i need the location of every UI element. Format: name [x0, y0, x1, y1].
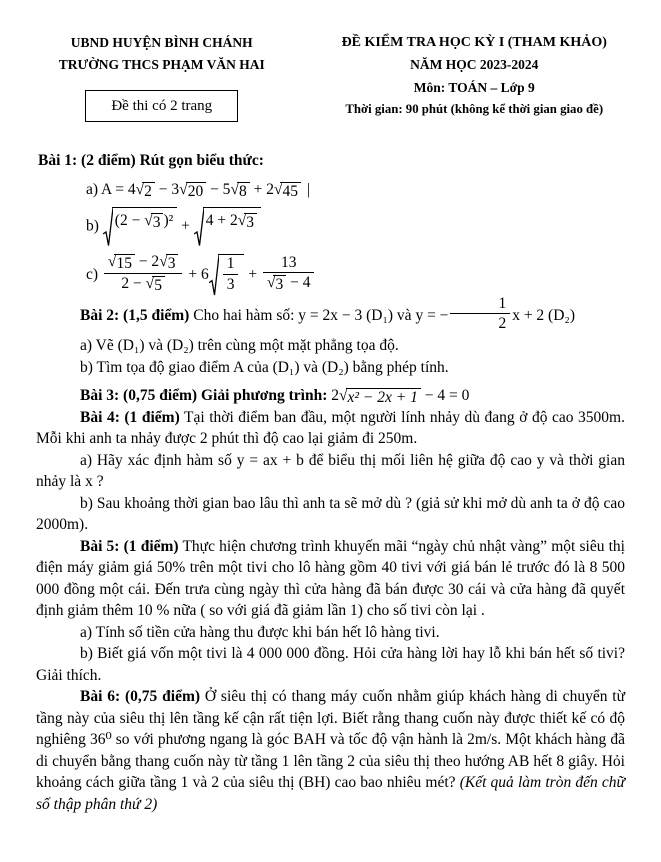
problem2-intro-tail: x + 2 (D₂)	[512, 306, 575, 324]
duration-line: Thời gian: 90 phút (không kể thời gian giao đề)	[345, 102, 604, 116]
radical-sign: √	[179, 180, 188, 198]
fraction-denominator: 2	[498, 315, 507, 333]
math-text: + 6	[184, 265, 209, 283]
radicand: 45	[280, 182, 301, 200]
page-count-label: Đề thi có 2 trang	[111, 98, 213, 114]
radical-sign: √	[237, 212, 247, 229]
math-text: (2 −	[114, 212, 145, 229]
problem4-statement	[36, 407, 625, 450]
problem6-title: Bài 6: (0,75 điểm)	[80, 688, 201, 706]
sqrt-term	[146, 276, 165, 294]
radical-sign: √	[145, 274, 155, 292]
radicand	[112, 207, 177, 247]
problem2-intro: Cho hai hàm số: y = 2x − 3 (D₁) và y = −	[193, 306, 449, 324]
problem5-title: Bài 5: (1 điểm)	[80, 537, 179, 555]
header-left-column	[18, 32, 306, 122]
radicand: 15	[114, 254, 135, 272]
math-text: c)	[86, 265, 102, 283]
issuer-line2: TRƯỜNG THCS PHẠM VĂN HAI	[58, 57, 265, 72]
problem2-title: Bài 2: (1,5 điểm)	[80, 306, 190, 324]
problem5-statement	[36, 536, 625, 622]
math-text: +	[177, 217, 194, 235]
sqrt-term	[230, 182, 249, 200]
radicand: 5	[152, 276, 165, 294]
math-text: − 4	[286, 274, 311, 292]
issuer-line1: UBND HUYỆN BÌNH CHÁNH	[70, 35, 253, 50]
math-text: − 5	[206, 180, 231, 198]
sqrt-term	[159, 254, 178, 272]
problem1-item-a	[36, 179, 625, 201]
radicand: 3	[273, 275, 286, 293]
math-text: b)	[86, 217, 103, 235]
radicand	[218, 254, 245, 297]
exam-header	[0, 0, 661, 122]
fraction-denominator	[263, 273, 315, 293]
subject-grade: Môn: TOÁN – Lớp 9	[413, 80, 535, 95]
radical-sign: √	[339, 387, 348, 405]
problem1-title: Bài 1: (2 điểm) Rút gọn biểu thức:	[38, 152, 264, 169]
problem4-item-b: b) Sau khoảng thời gian bao lâu thì anh ta sẽ mở dù ? (giả sử khi mở dù anh ta ở độ cao 2000m).	[36, 494, 625, 534]
sqrt-term	[274, 182, 301, 200]
problem5-text: Thực hiện chương trình khuyến mãi “ngày chủ nhật vàng” một siêu thị điện máy giảm giá 50% trên một tivi cho lô hàng gồm 40 tivi với giá bán lẻ trước đó là 8 500 000 đồng một cái. Đến trưa cùng ngày thì cửa hàng đã bán được 30 cái và cửa hàng đã quyết định giảm thêm 10 % nữa ( so với giá đã giảm lần 1) cho số tivi còn lại .	[36, 537, 625, 620]
radicand: 2	[142, 182, 155, 200]
radicand: 3	[244, 213, 257, 231]
problem4-text: Tại thời điểm ban đầu, một người lính nhảy dù đang ở độ cao 3500m. Mỗi khi anh ta nhảy được 2 phút thì độ cao lại giảm đi 250m.	[36, 408, 625, 448]
problem4-item-a: a) Hãy xác định hàm số y = ax + b để biểu thị mối liên hệ giữa độ cao y và thời gian nhảy là x ?	[36, 451, 625, 491]
problem6-text: Ở siêu thị có thang máy cuốn nhằm giúp khách hàng di chuyển từ tầng này của siêu thị lên tầng kế cận rất tiện lợi. Biết rằng thang cuốn này được thiết kế có độ nghiêng 36⁰ so với phương ngang là góc BAH và tốc độ vận hành là 2m/s. Một khách hàng đã di chuyển bằng thang cuốn này từ tầng 1 lên tầng 2 của siêu thị theo hướng AB hết 8 giây. Hỏi khoảng cách giữa tầng 1 và 2 của siêu thị (BH) cao bao nhiêu mét?	[36, 688, 626, 792]
sqrt-term-large	[103, 207, 177, 247]
sqrt-term	[108, 254, 135, 272]
problem5-item-a: a) Tính số tiền cửa hàng thu được khi bán hết lô hàng tivi.	[80, 623, 440, 641]
math-text: 2	[327, 387, 340, 405]
radicand: 3	[166, 254, 179, 272]
math-text: 4 + 2	[205, 212, 238, 229]
fraction	[223, 255, 239, 294]
radicand: 20	[186, 182, 207, 200]
radicand: x² − 2x + 1	[346, 388, 421, 406]
fraction	[263, 254, 315, 293]
radicand: 8	[237, 182, 250, 200]
math-text: − 3	[154, 180, 180, 198]
fraction-denominator: 3	[226, 275, 235, 293]
radical-sign: √	[273, 180, 283, 198]
problem4-title: Bài 4: (1 điểm)	[80, 408, 180, 426]
sqrt-term-large	[209, 254, 245, 297]
radical-sign: √	[230, 180, 239, 198]
exam-body	[0, 122, 661, 815]
math-text: − 2	[134, 253, 160, 271]
fraction-numerator: 1	[450, 295, 510, 315]
problem6-note-italic: (Kết quả làm tròn đến chữ số thập phân thứ 2)	[36, 774, 625, 813]
problem2-item-b: b) Tìm tọa độ giao điểm A của (D₁) và (D₂) bằng phép tính.	[80, 358, 449, 376]
radical-sign: √	[107, 253, 117, 271]
school-year: NĂM HỌC 2023-2024	[410, 57, 539, 72]
problem1-item-c	[36, 254, 625, 297]
math-text: +	[244, 265, 261, 283]
exam-title: ĐỀ KIỂM TRA HỌC KỲ I (THAM KHẢO)	[341, 35, 607, 50]
radicand: 3	[151, 213, 164, 231]
problem3-title: Bài 3: (0,75 điểm) Giải phương trình:	[80, 387, 328, 405]
fraction	[450, 295, 510, 334]
sqrt-term-large	[194, 207, 261, 247]
radical-sign: √	[135, 180, 145, 198]
radicand	[203, 207, 261, 247]
math-text: )²	[163, 212, 174, 229]
fraction-numerator: 1	[223, 255, 239, 275]
text-cursor: |	[306, 180, 311, 198]
problem1-item-b	[36, 207, 625, 247]
fraction	[104, 253, 183, 293]
page-count-box	[85, 90, 238, 122]
problem6-statement	[36, 686, 625, 815]
radical-sign: √	[159, 253, 168, 271]
problem5-item-b: b) Biết giá vốn một tivi là 4 000 000 đồng. Hỏi cửa hàng lời hay lỗ khi bán hết số tivi? Giải thích.	[36, 645, 625, 684]
sqrt-term	[179, 182, 206, 200]
sqrt-term	[144, 213, 163, 231]
fraction-numerator: 13	[263, 254, 315, 274]
sqrt-term	[267, 275, 286, 293]
radical-sign: √	[144, 212, 153, 229]
header-right-column	[306, 32, 644, 122]
sqrt-term	[238, 213, 257, 231]
fraction-denominator	[104, 274, 183, 294]
math-text: 2 −	[121, 274, 146, 292]
problem2-item-a: a) Vẽ (D₁) và (D₂) trên cùng một mặt phẳng tọa độ.	[80, 337, 399, 355]
sqrt-term	[136, 182, 155, 200]
problem2-statement	[36, 294, 625, 336]
radical-sign: √	[266, 274, 276, 292]
fraction-numerator	[104, 253, 183, 274]
math-text: + 2	[249, 180, 274, 198]
math-text: − 4 = 0	[420, 387, 470, 405]
math-text: a) A = 4	[86, 180, 136, 198]
sqrt-term	[339, 388, 421, 406]
problem3-statement	[36, 385, 625, 407]
